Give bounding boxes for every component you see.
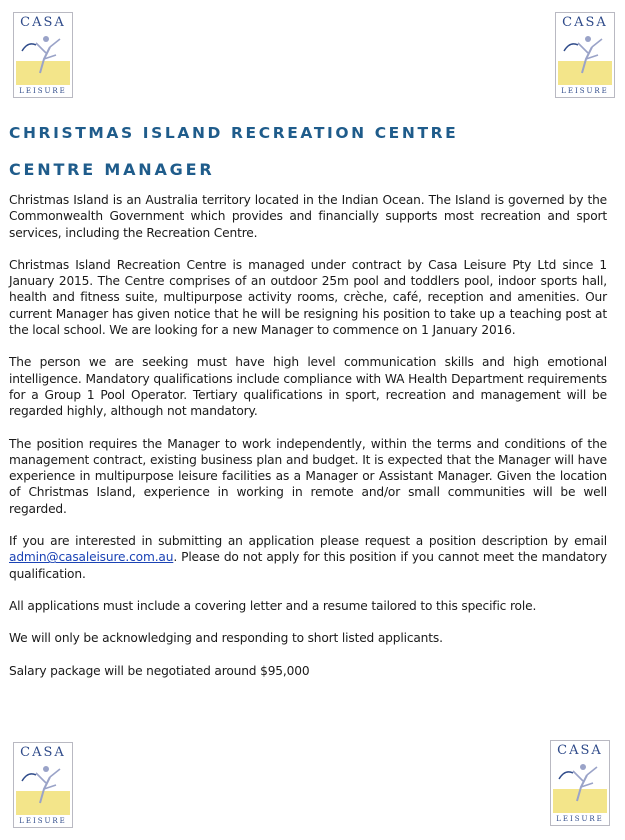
logo-brand-bottom: LEISURE — [19, 87, 67, 95]
paragraph-centre: Christmas Island Recreation Centre is managed under contract by Casa Leisure Pty Ltd since 1 January 2015. The Centre comprises of an outdoor 25m pool and toddlers pool, indoor sports hall, health and fitness suite, multipurpose activity rooms, crèche, café, reception and amenities. Our current Manager has given notice that he will be resigning his position to take up a teaching post at the local school. We are looking for a new Manager to commence on 1 January 2016. — [9, 257, 607, 338]
figure-icon — [16, 761, 70, 815]
logo-brand-top: CASA — [20, 15, 66, 30]
logo-brand-top: CASA — [557, 743, 603, 758]
paragraph-salary: Salary package will be negotiated around $95,000 — [9, 663, 310, 678]
job-description — [9, 192, 607, 695]
logo-brand-top: CASA — [20, 745, 66, 760]
casa-leisure-logo-bottom-right — [550, 740, 610, 826]
apply-text-before: If you are interested in submitting an application please request a position description by email — [9, 534, 607, 549]
paragraph-requirements: The person we are seeking must have high level communication skills and high emotional intelligence. Mandatory qualifications include compliance with WA Health Department requirements for a Group 1 Pool Operator. Tertiary qualifications in sport, recreation and management will be regarded highly, although not mandatory. — [9, 355, 607, 419]
page-title: CHRISTMAS ISLAND RECREATION CENTRE — [9, 124, 459, 142]
paragraph-apply — [9, 533, 607, 582]
casa-leisure-logo-bottom-left — [13, 742, 73, 828]
logo-brand-bottom: LEISURE — [19, 817, 67, 825]
logo-brand-top: CASA — [562, 15, 608, 30]
paragraph-position: The position requires the Manager to work independently, within the terms and conditions of the management contract, existing business plan and budget. It is expected that the Manager will have experience in multipurpose leisure facilities as a Manager or Assistant Manager. Given the location of Christmas Island, experience in working in remote and/or small communities will be well regarded. — [9, 436, 607, 516]
figure-icon — [553, 759, 607, 813]
paragraph-applications: All applications must include a covering letter and a resume tailored to this specific role. — [9, 598, 537, 613]
paragraph-overview: Christmas Island is an Australia territory located in the Indian Ocean. The Island is governed by the Commonwealth Government which provides and financially supports most recreation and sport services, including the Recreation Centre. — [9, 193, 607, 240]
logo-brand-bottom: LEISURE — [561, 87, 609, 95]
casa-leisure-logo-top-right — [555, 12, 615, 98]
casa-leisure-logo-top-left — [13, 12, 73, 98]
apply-text-after: . Please do not apply for this position if you cannot meet the mandatory qualification. — [9, 550, 607, 581]
email-link[interactable]: admin@casaleisure.com.au — [9, 550, 174, 565]
figure-icon — [16, 31, 70, 85]
paragraph-shortlist: We will only be acknowledging and responding to short listed applicants. — [9, 631, 443, 646]
figure-icon — [558, 31, 612, 85]
position-title: CENTRE MANAGER — [9, 160, 215, 179]
logo-brand-bottom: LEISURE — [556, 815, 604, 823]
